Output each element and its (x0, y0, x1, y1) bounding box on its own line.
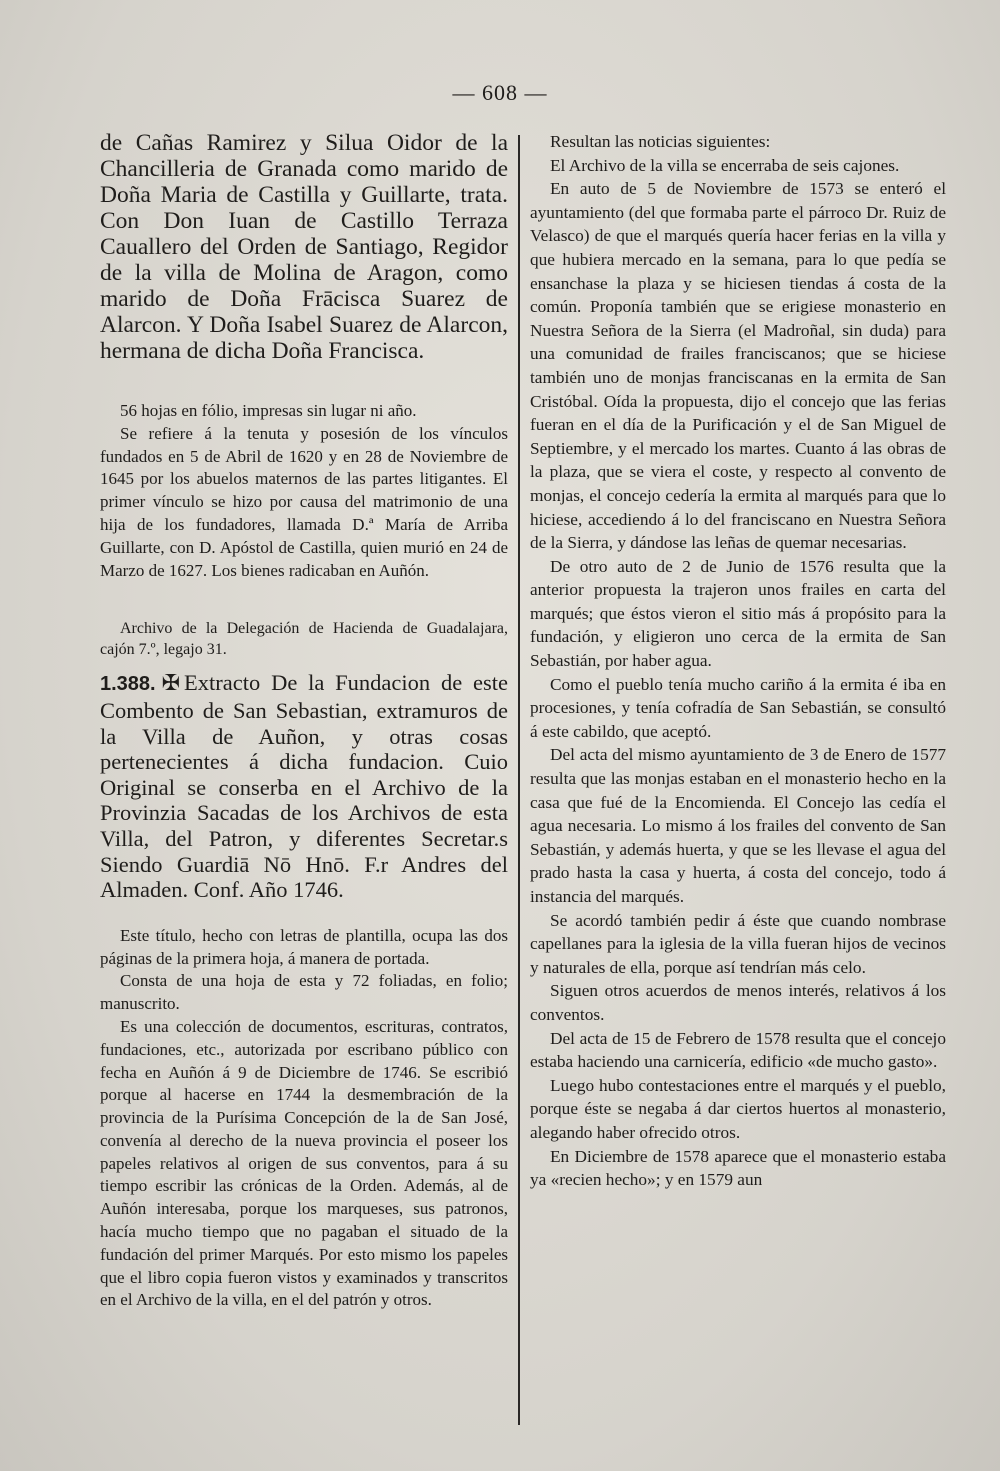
right-paragraph: Se acordó también pedir á éste que cuando nombrase capellanes para la iglesia de la villa fueran hijos de vecinos y naturales de ella, porque así tendrían más celo. (530, 910, 946, 977)
archive-note: Archivo de la Delegación de Hacienda de Guadalajara, cajón 7.º, legajo 31. (100, 620, 508, 659)
right-paragraph: De otro auto de 2 de Junio de 1576 resulta que la anterior propuesta la trajeron unos frailes en carta del marqués; que éstos vieron el sitio más á propósito para la fundación, y eligieron uno cerca de la ermita de San Sebastián, por haber agua. (530, 556, 946, 671)
right-paragraph: En Diciembre de 1578 aparece que el monasterio estaba ya «recien hecho»; y en 1579 aun (530, 1146, 946, 1190)
right-column (530, 130, 946, 1192)
right-paragraph: Del acta del mismo ayuntamiento de 3 de Enero de 1577 resulta que las monjas estaban en el monasterio hecho en la casa que fué de la Encomienda. El Concejo las cedía el agua necesaria. Lo mismo á los frailes del convento de San Sebastián, y además huerta, y que se les llevase el agua del prado hasta la casa y huerta, á costa del concejo, todo á instancia del marqués. (530, 745, 946, 906)
entry2-paragraph: Consta de una hoja de esta y 72 foliadas, en folio; manuscrito. (100, 971, 508, 1014)
cross-icon: ✠ (161, 670, 181, 696)
right-paragraph: En auto de 5 de Noviembre de 1573 se enteró el ayuntamiento (del que formaba parte el párroco Dr. Ruiz de Velasco) de que el marqués quería hacer ferias en la villa y que hubiera mercado en la semana, para lo que pedía se ensanchase la plaza y se hiciesen tiendas á costa de la común. Proponía también que se erigiese monasterio en Nuestra Señora de la Sierra (el Madroñal, sin duda) para una comunidad de frailes franciscanos; que se hiciese también uno de monjas franciscanas en la ermita de San Cristóbal. Oída la propuesta, dijo el concejo que las ferias fueran en el día de la Purificación y el de San Miguel de Septiembre, y el mercado los martes. Cuanto á las obras de la plaza, que se viera el coste, y respecto al convento de monjas, el concejo cedería la ermita al marqués para que lo hiciese, accediendo á lo del franciscano en Nuestra Señora de la Sierra, y dándose las leñas de quemar necesarias. (530, 179, 946, 553)
page-number: — 608 — (452, 80, 548, 105)
entry1-description: 56 hojas en fólio, impresas sin lugar ni año. (120, 401, 417, 420)
entry2-paragraph: Es una colección de documentos, escrituras, contratos, fundaciones, etc., autorizada por escribano público con fecha en Auñón á 9 de Diciembre de 1746. Se escribió porque al hacerse en 1744 la desmembración de la provincia de la Purísima Concepción de la de San José, convenía al derecho de la nueva provincia el poseer los papeles relativos al origen de sus conventos, para á su tiempo escribir las crónicas de la Orden. Además, al de Auñón interesaba, porque los marqueses, sus patronos, hacía mucho tiempo que no pagaban el situado de la fundación del primer Marqués. Por esto mismo los papeles que el libro copia fueron vistos y examinados y transcritos en el Archivo de la villa, en el del patrón y otros. (100, 1016, 508, 1310)
right-paragraph: Resultan las noticias siguientes: (550, 132, 771, 151)
title-continued: de Cañas Ramirez y Silua Oidor de la Chancilleria de Granada como marido de Doña Maria de Castilla y Guillarte, trata. Con Don Iuan de Castillo Terraza Cauallero del Orden de Santiago, Regidor de la villa de Molina de Aragon, como marido de Doña Frācisca Suarez de Alarcon. Y Doña Isabel Suarez de Alarcon, hermana de dicha Doña Francisca. (100, 130, 508, 364)
right-paragraph: Siguen otros acuerdos de menos interés, relativos á los conventos. (530, 981, 946, 1024)
entry1-paragraph: Se refiere á la tenuta y posesión de los vínculos fundados en 5 de Abril de 1620 y en 28 de Noviembre de 1645 por los abuelos maternos de las partes litigantes. El primer vínculo se hizo por causa del matrimonio de una hija de los fundadores, llamada D.ª María de Arriba Guillarte, con D. Apóstol de Castilla, quien murió en 24 de Marzo de 1627. Los bienes radicaban en Auñón. (100, 423, 508, 580)
right-paragraph: Del acta de 15 de Febrero de 1578 resulta que el concejo estaba haciendo una carnicería, edificio «de mucho gasto». (530, 1028, 946, 1072)
right-paragraph: El Archivo de la villa se encerraba de seis cajones. (550, 155, 900, 175)
entry2-heading (100, 670, 508, 902)
left-column (100, 130, 508, 1312)
entry-number: 1.388. (100, 673, 156, 696)
right-paragraph: Luego hubo contestaciones entre el marqués y el pueblo, porque éste se negaba á dar ciertos huertos al monasterio, alegando haber ofrecido otros. (530, 1075, 946, 1142)
right-paragraph: Como el pueblo tenía mucho cariño á la ermita é iba en procesiones, y tenía cofradía de San Sebastián, se consultó á este cabildo, que aceptó. (530, 674, 946, 741)
entry2-title: Extracto De la Fundacion de este Combento de San Sebastian, extramuros de la Villa de Auñon, y otras cosas pertenecientes á dicha fundacion. Cuio Original se conserba en el Archivo de la Provinzia Sacadas de los Archivos de esta Villa, del Patron, y diferentes Secretar.s Siendo Guardiā Nō Hnō. F.r Andres del Almaden. Conf. Año 1746. (100, 670, 508, 903)
entry2-paragraph: Este título, hecho con letras de plantilla, ocupa las dos páginas de la primera hoja, á manera de portada. (100, 925, 508, 968)
column-divider (518, 135, 520, 1425)
